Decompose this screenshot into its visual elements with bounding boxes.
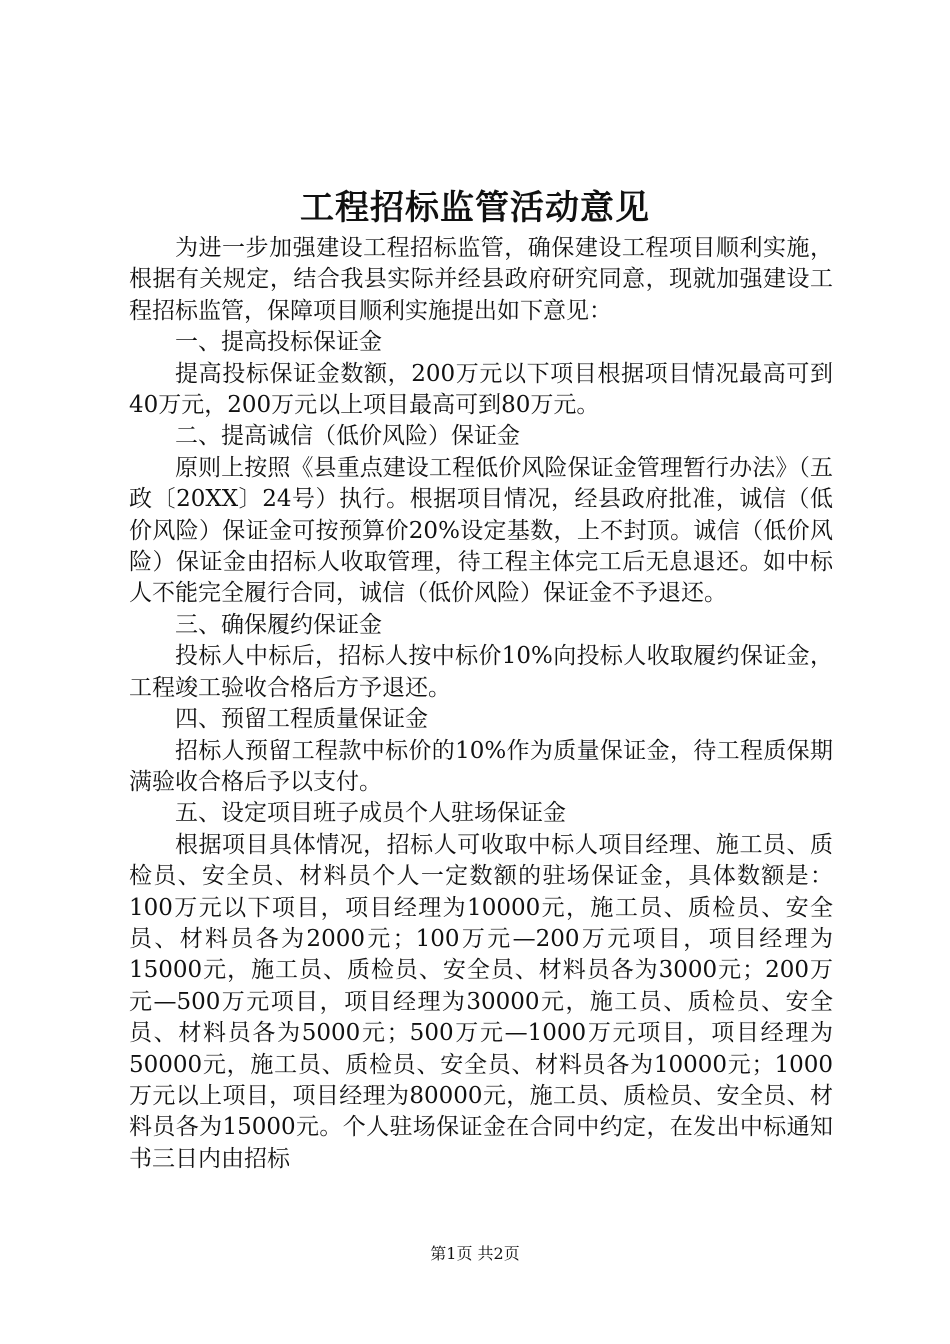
- section-3-body: 投标人中标后，招标人按中标价10%向投标人收取履约保证金，工程竣工验收合格后方予退还。: [129, 643, 833, 701]
- section-1-body: 提高投标保证金数额，200万元以下项目根据项目情况最高可到40万元，200万元以上项目最高可到80万元。: [129, 360, 833, 419]
- section-2-body: 原则上按照《县重点建设工程低价风险保证金管理暂行办法》（五政〔20XX〕24号）执行。根据项目情况，经县政府批准，诚信（低价风险）保证金可按预算价20%设定基数，上不封顶。诚信（低价风险）保证金由招标人收取管理，待工程主体完工后无息退还。如中标人不能完全履行合同，诚信（低价风险）保证金不予退还。: [129, 454, 833, 607]
- section-5-heading: 五、设定项目班子成员个人驻场保证金: [175, 800, 566, 827]
- document-title: 工程招标监管活动意见: [300, 188, 650, 228]
- section-4-heading: 四、预留工程质量保证金: [175, 706, 428, 733]
- intro-paragraph: 为进一步加强建设工程招标监管，确保建设工程项目顺利实施，根据有关规定，结合我县实际并经县政府研究同意，现就加强建设工程招标监管，保障项目顺利实施提出如下意见：: [129, 235, 833, 324]
- section-3-heading: 三、确保履约保证金: [175, 611, 382, 638]
- section-4-body: 招标人预留工程款中标价的10%作为质量保证金，待工程质保期满验收合格后予以支付。: [129, 737, 833, 795]
- document-body: [129, 233, 833, 1175]
- section-1-heading: 一、提高投标保证金: [175, 329, 382, 356]
- section-5-body: 根据项目具体情况，招标人可收取中标人项目经理、施工员、质检员、安全员、材料员个人一定数额的驻场保证金，具体数额是：100万元以下项目，项目经理为10000元，施工员、质检员、安全员、材料员各为2000元；100万元—200万元项目，项目经理为15000元，施工员、质检员、安全员、材料员各为3000元；200万元—500万元项目，项目经理为30000元，施工员、质检员、安全员、材料员各为5000元；500万元—1000万元项目，项目经理为50000元，施工员、质检员、安全员、材料员各为10000元；1000万元以上项目，项目经理为80000元，施工员、质检员、安全员、材料员各为15000元。个人驻场保证金在合同中约定，在发出中标通知书三日内由招标: [129, 831, 833, 1172]
- page-footer: 第1页 共2页: [430, 1244, 520, 1263]
- section-2-heading: 二、提高诚信（低价风险）保证金: [175, 423, 520, 450]
